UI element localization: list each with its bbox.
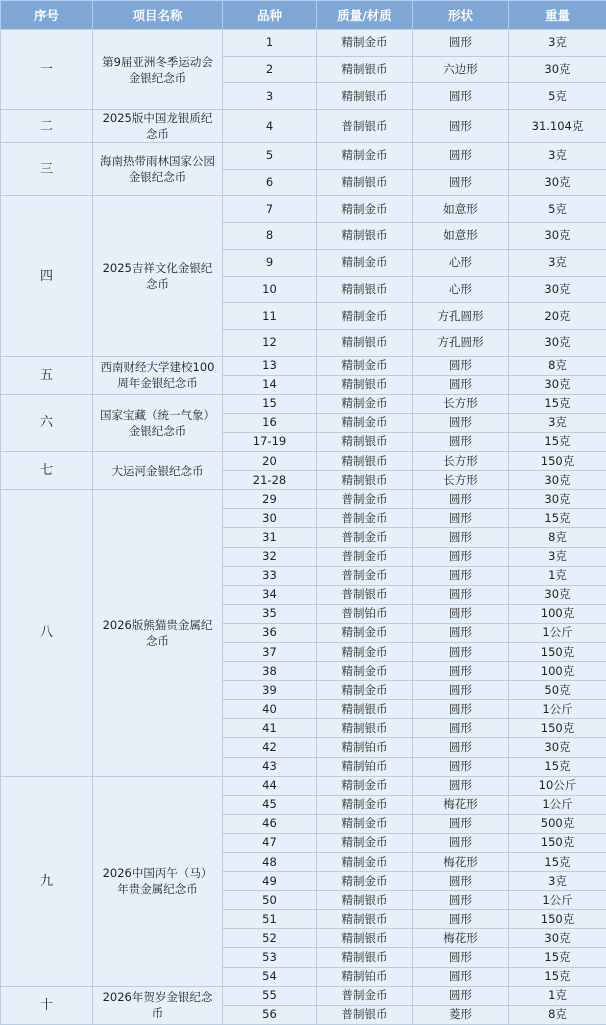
variety-cell: 39 [223,681,317,700]
material-cell: 精制银币 [317,471,413,490]
material-cell: 精制银币 [317,276,413,303]
seq-cell: 三 [1,143,93,196]
material-cell: 精制银币 [317,719,413,738]
material-cell: 普制银币 [317,585,413,604]
shape-cell: 圆形 [413,604,509,623]
weight-cell: 1公斤 [509,795,606,814]
material-cell: 精制金币 [317,872,413,891]
weight-cell: 5克 [509,196,606,223]
seq-cell: 二 [1,110,93,143]
weight-cell: 1克 [509,566,606,585]
variety-cell: 7 [223,196,317,223]
variety-cell: 34 [223,585,317,604]
variety-cell: 42 [223,738,317,757]
weight-cell: 3克 [509,249,606,276]
table-row [1,452,606,471]
shape-cell: 圆形 [413,413,509,432]
shape-cell: 圆形 [413,169,509,196]
material-cell: 精制金币 [317,413,413,432]
header-variety: 品种 [223,1,317,30]
variety-cell: 16 [223,413,317,432]
variety-cell: 1 [223,30,317,57]
weight-cell: 10公斤 [509,776,606,795]
shape-cell: 圆形 [413,490,509,509]
material-cell: 普制金币 [317,509,413,528]
shape-cell: 圆形 [413,623,509,642]
weight-cell: 30克 [509,169,606,196]
table-row [1,490,606,509]
shape-cell: 圆形 [413,872,509,891]
seq-cell: 十 [1,986,93,1024]
weight-cell: 30克 [509,929,606,948]
weight-cell: 30克 [509,329,606,356]
shape-cell: 梅花形 [413,795,509,814]
variety-cell: 11 [223,303,317,330]
material-cell: 精制金币 [317,623,413,642]
table-row [1,143,606,170]
shape-cell: 圆形 [413,432,509,451]
variety-cell: 50 [223,891,317,910]
variety-cell: 13 [223,356,317,375]
variety-cell: 2 [223,56,317,83]
table-row [1,196,606,223]
weight-cell: 1克 [509,986,606,1005]
shape-cell: 梅花形 [413,929,509,948]
material-cell: 精制金币 [317,30,413,57]
material-cell: 精制银币 [317,56,413,83]
variety-cell: 41 [223,719,317,738]
material-cell: 精制金币 [317,833,413,852]
material-cell: 精制铂币 [317,757,413,776]
weight-cell: 30克 [509,585,606,604]
variety-cell: 33 [223,566,317,585]
table-row [1,356,606,375]
weight-cell: 100克 [509,662,606,681]
weight-cell: 15克 [509,967,606,986]
seq-cell: 四 [1,196,93,356]
shape-cell: 圆形 [413,719,509,738]
material-cell: 精制金币 [317,681,413,700]
material-cell: 精制银币 [317,452,413,471]
material-cell: 精制金币 [317,249,413,276]
weight-cell: 30克 [509,471,606,490]
table-row [1,110,606,143]
variety-cell: 21-28 [223,471,317,490]
variety-cell: 45 [223,795,317,814]
material-cell: 精制银币 [317,223,413,250]
material-cell: 普制金币 [317,566,413,585]
material-cell: 精制银币 [317,83,413,110]
project-name-cell: 第9届亚洲冬季运动会金银纪念币 [93,30,223,110]
variety-cell: 47 [223,833,317,852]
shape-cell: 圆形 [413,662,509,681]
weight-cell: 20克 [509,303,606,330]
header-shape: 形状 [413,1,509,30]
shape-cell: 如意形 [413,196,509,223]
variety-cell: 51 [223,910,317,929]
shape-cell: 圆形 [413,547,509,566]
shape-cell: 圆形 [413,757,509,776]
material-cell: 精制金币 [317,853,413,872]
weight-cell: 15克 [509,853,606,872]
material-cell: 精制银币 [317,375,413,394]
weight-cell: 15克 [509,948,606,967]
weight-cell: 31.104克 [509,110,606,143]
variety-cell: 56 [223,1005,317,1024]
material-cell: 精制金币 [317,642,413,661]
shape-cell: 圆形 [413,700,509,719]
material-cell: 精制银币 [317,432,413,451]
shape-cell: 圆形 [413,948,509,967]
header-name: 项目名称 [93,1,223,30]
weight-cell: 3克 [509,30,606,57]
variety-cell: 37 [223,642,317,661]
weight-cell: 8克 [509,356,606,375]
weight-cell: 15克 [509,432,606,451]
shape-cell: 圆形 [413,585,509,604]
weight-cell: 3克 [509,872,606,891]
weight-cell: 8克 [509,1005,606,1024]
weight-cell: 150克 [509,642,606,661]
weight-cell: 150克 [509,719,606,738]
material-cell: 精制铂币 [317,967,413,986]
material-cell: 精制银币 [317,910,413,929]
material-cell: 普制铂币 [317,604,413,623]
weight-cell: 1公斤 [509,623,606,642]
shape-cell: 圆形 [413,681,509,700]
weight-cell: 15克 [509,757,606,776]
project-name-cell: 2025吉祥文化金银纪念币 [93,196,223,356]
variety-cell: 5 [223,143,317,170]
shape-cell: 圆形 [413,833,509,852]
variety-cell: 46 [223,814,317,833]
shape-cell: 圆形 [413,891,509,910]
seq-cell: 一 [1,30,93,110]
variety-cell: 12 [223,329,317,356]
project-name-cell: 2026版熊猫贵金属纪念币 [93,490,223,776]
seq-cell: 八 [1,490,93,776]
variety-cell: 20 [223,452,317,471]
shape-cell: 圆形 [413,566,509,585]
shape-cell: 圆形 [413,356,509,375]
variety-cell: 52 [223,929,317,948]
variety-cell: 40 [223,700,317,719]
header-material: 质量/材质 [317,1,413,30]
shape-cell: 圆形 [413,910,509,929]
header-row [1,1,606,30]
material-cell: 精制铂币 [317,738,413,757]
material-cell: 精制金币 [317,303,413,330]
shape-cell: 圆形 [413,30,509,57]
weight-cell: 150克 [509,910,606,929]
variety-cell: 6 [223,169,317,196]
material-cell: 普制银币 [317,110,413,143]
variety-cell: 30 [223,509,317,528]
variety-cell: 32 [223,547,317,566]
shape-cell: 圆形 [413,776,509,795]
table-row [1,394,606,413]
material-cell: 普制金币 [317,986,413,1005]
shape-cell: 圆形 [413,642,509,661]
shape-cell: 心形 [413,249,509,276]
table-row [1,30,606,57]
weight-cell: 100克 [509,604,606,623]
weight-cell: 500克 [509,814,606,833]
shape-cell: 长方形 [413,452,509,471]
variety-cell: 54 [223,967,317,986]
shape-cell: 圆形 [413,509,509,528]
shape-cell: 菱形 [413,1005,509,1024]
material-cell: 精制银币 [317,948,413,967]
material-cell: 精制金币 [317,394,413,413]
material-cell: 精制银币 [317,329,413,356]
weight-cell: 3克 [509,413,606,432]
weight-cell: 1公斤 [509,891,606,910]
shape-cell: 圆形 [413,528,509,547]
variety-cell: 38 [223,662,317,681]
material-cell: 普制金币 [317,547,413,566]
shape-cell: 圆形 [413,143,509,170]
variety-cell: 17-19 [223,432,317,451]
weight-cell: 150克 [509,833,606,852]
material-cell: 精制银币 [317,700,413,719]
weight-cell: 5克 [509,83,606,110]
variety-cell: 14 [223,375,317,394]
project-name-cell: 大运河金银纪念币 [93,452,223,490]
project-name-cell: 国家宝藏（统一气象）金银纪念币 [93,394,223,451]
shape-cell: 长方形 [413,471,509,490]
material-cell: 精制银币 [317,169,413,196]
variety-cell: 31 [223,528,317,547]
weight-cell: 30克 [509,490,606,509]
material-cell: 精制金币 [317,662,413,681]
material-cell: 精制金币 [317,143,413,170]
weight-cell: 3克 [509,547,606,566]
project-name-cell: 西南财经大学建校100周年金银纪念币 [93,356,223,394]
variety-cell: 35 [223,604,317,623]
material-cell: 普制金币 [317,528,413,547]
shape-cell: 圆形 [413,110,509,143]
seq-cell: 九 [1,776,93,986]
variety-cell: 4 [223,110,317,143]
project-name-cell: 海南热带雨林国家公园金银纪念币 [93,143,223,196]
variety-cell: 29 [223,490,317,509]
shape-cell: 圆形 [413,375,509,394]
table-body [1,30,606,1025]
weight-cell: 15克 [509,394,606,413]
material-cell: 精制金币 [317,196,413,223]
weight-cell: 1公斤 [509,700,606,719]
weight-cell: 30克 [509,223,606,250]
shape-cell: 方孔圆形 [413,303,509,330]
variety-cell: 9 [223,249,317,276]
table-row [1,776,606,795]
variety-cell: 43 [223,757,317,776]
material-cell: 精制金币 [317,795,413,814]
weight-cell: 30克 [509,56,606,83]
shape-cell: 圆形 [413,814,509,833]
shape-cell: 长方形 [413,394,509,413]
project-name-cell: 2026年贺岁金银纪念币 [93,986,223,1024]
weight-cell: 30克 [509,276,606,303]
weight-cell: 30克 [509,738,606,757]
material-cell: 精制银币 [317,891,413,910]
variety-cell: 15 [223,394,317,413]
shape-cell: 心形 [413,276,509,303]
material-cell: 精制金币 [317,814,413,833]
variety-cell: 48 [223,853,317,872]
shape-cell: 六边形 [413,56,509,83]
variety-cell: 55 [223,986,317,1005]
project-name-cell: 2026中国丙午（马）年贵金属纪念币 [93,776,223,986]
seq-cell: 七 [1,452,93,490]
shape-cell: 如意形 [413,223,509,250]
material-cell: 精制金币 [317,356,413,375]
table-row [1,986,606,1005]
weight-cell: 30克 [509,375,606,394]
weight-cell: 150克 [509,452,606,471]
seq-cell: 六 [1,394,93,451]
material-cell: 精制金币 [317,776,413,795]
material-cell: 普制金币 [317,490,413,509]
shape-cell: 圆形 [413,738,509,757]
variety-cell: 53 [223,948,317,967]
shape-cell: 圆形 [413,967,509,986]
material-cell: 精制银币 [317,929,413,948]
header-seq: 序号 [1,1,93,30]
variety-cell: 49 [223,872,317,891]
variety-cell: 44 [223,776,317,795]
shape-cell: 方孔圆形 [413,329,509,356]
shape-cell: 圆形 [413,83,509,110]
variety-cell: 3 [223,83,317,110]
header-weight: 重量 [509,1,606,30]
weight-cell: 50克 [509,681,606,700]
variety-cell: 36 [223,623,317,642]
seq-cell: 五 [1,356,93,394]
shape-cell: 梅花形 [413,853,509,872]
project-name-cell: 2025版中国龙银质纪念币 [93,110,223,143]
shape-cell: 圆形 [413,986,509,1005]
weight-cell: 15克 [509,509,606,528]
variety-cell: 8 [223,223,317,250]
variety-cell: 10 [223,276,317,303]
material-cell: 普制银币 [317,1005,413,1024]
weight-cell: 8克 [509,528,606,547]
weight-cell: 3克 [509,143,606,170]
